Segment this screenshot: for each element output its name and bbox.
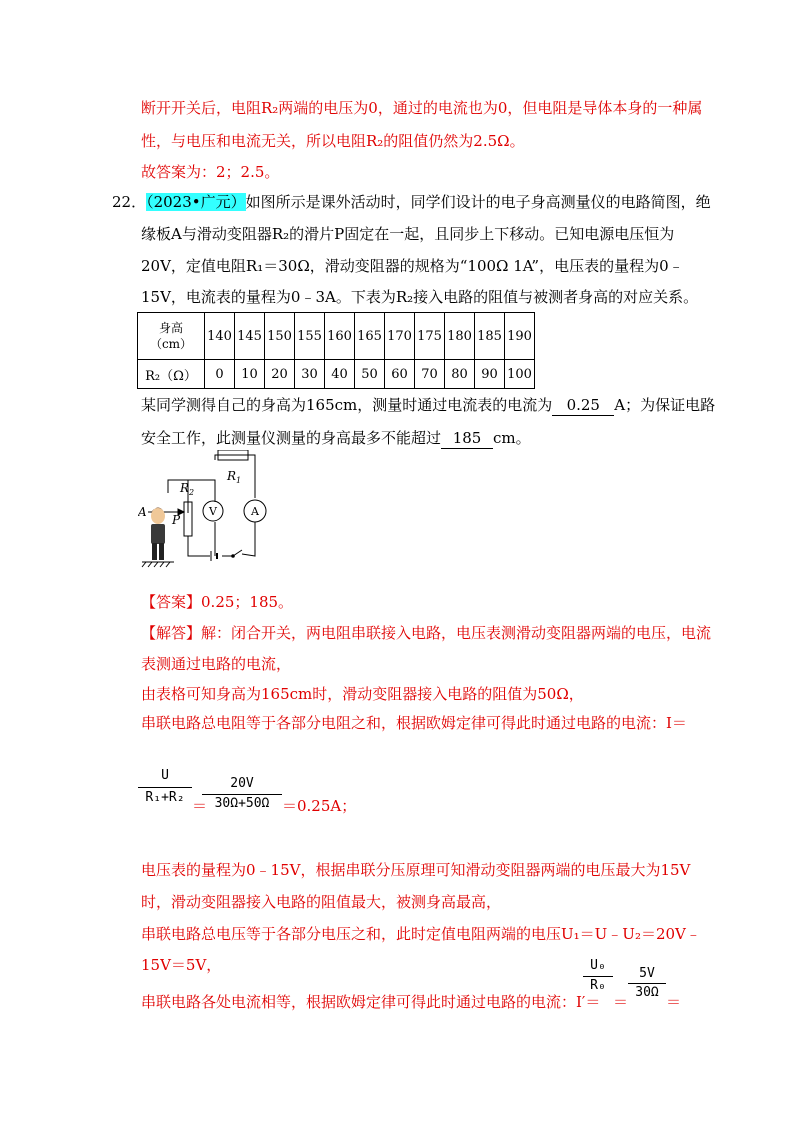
header-height-unit: （cm） — [149, 337, 193, 351]
formula-fraction-u-over-r — [138, 768, 192, 812]
table-cell: 145 — [235, 313, 265, 360]
table-cell: 175 — [415, 313, 445, 360]
answer-tag: 【答案】 — [141, 593, 202, 611]
question-after-table-1 — [141, 395, 715, 416]
fraction-bar — [138, 787, 192, 788]
fraction-denominator: R₁+R₂ — [145, 790, 185, 805]
formula-trailing-equals: ＝ — [666, 993, 682, 1011]
formula-result: ＝0.25A； — [282, 797, 357, 815]
solution-line-2: 表测通过电路的电流， — [141, 655, 292, 673]
table-cell: 40 — [325, 360, 355, 389]
question-number: 22． — [112, 193, 147, 211]
solution-line-9: 串联电路各处电流相等，根据欧姆定律可得此时通过电路的电流：I′＝ — [141, 993, 601, 1011]
solution-line-4: 串联电路总电阻等于各部分电阻之和，根据欧姆定律可得此时通过电路的电流：I＝ — [141, 714, 687, 732]
label-r1: $R_1$ — [227, 469, 242, 485]
after-table-text: 安全工作，此测量仪测量的身高最多不能超过 — [141, 429, 442, 447]
label-slider-p: P — [172, 513, 181, 527]
formula-equals: ＝ — [613, 993, 629, 1011]
table-header-height — [138, 313, 205, 360]
label-plate-a: A — [138, 505, 147, 519]
question-line-1-text: 如图所示是课外活动时，同学们设计的电子身高测量仪的电路简图，绝 — [245, 193, 711, 211]
person-icon — [151, 508, 165, 561]
table-cell: 190 — [505, 313, 535, 360]
table-row — [138, 360, 535, 389]
table-cell: 155 — [295, 313, 325, 360]
table-cell: 60 — [385, 360, 415, 389]
solution-line-1 — [141, 623, 711, 643]
after-table-text: A；为保证电路 — [614, 396, 716, 414]
fraction-bar — [628, 983, 666, 984]
after-table-text: cm。 — [493, 429, 531, 447]
source-tag: （2023•广元） — [146, 193, 246, 211]
wire — [188, 536, 210, 556]
answer-text: 0.25；185。 — [201, 593, 294, 611]
question-line-2: 缘板A与滑动变阻器R₂的滑片P固定在一起，且同步上下移动。已知电源电压恒为 — [141, 225, 675, 243]
formula-equals: ＝ — [192, 797, 208, 815]
question-text-line-1 — [112, 192, 711, 212]
analysis-tag: 【解答】 — [141, 624, 202, 642]
table-cell: 160 — [325, 313, 355, 360]
fraction-denominator: 30Ω+50Ω — [214, 796, 270, 811]
ammeter-label: A — [251, 505, 259, 518]
table-cell: 140 — [205, 313, 235, 360]
table-cell: 10 — [235, 360, 265, 389]
question-line-4: 15V，电流表的量程为0﹣3A。下表为R₂接入电路的阻值与被测者身高的对应关系。 — [141, 288, 699, 306]
table-cell: 170 — [385, 313, 415, 360]
solution-line-3: 由表格可知身高为165cm时，滑动变阻器接入电路的阻值为50Ω， — [141, 685, 584, 703]
fraction-numerator: 5V — [639, 966, 655, 981]
intro-line-3: 故答案为：2；2.5。 — [141, 163, 280, 181]
table-cell: 165 — [355, 313, 385, 360]
table-cell: 50 — [355, 360, 385, 389]
fraction-denominator: 30Ω — [635, 985, 659, 1000]
table-cell: 185 — [475, 313, 505, 360]
circuit-diagram — [138, 450, 273, 575]
answer-blank-1: 0.25 — [552, 395, 614, 416]
intro-line-2: 性，与电压和电流无关，所以电阻R₂的阻值仍然为2.5Ω。 — [141, 132, 525, 150]
table-cell: 80 — [445, 360, 475, 389]
solution-line-6: 时，滑动变阻器接入电路的阻值最大，被测身高最高， — [141, 893, 502, 911]
fraction-denominator: R₀ — [590, 978, 606, 993]
height-resistance-table — [137, 312, 535, 389]
table-header-resistance: R₂（Ω） — [138, 360, 205, 389]
table-cell: 100 — [505, 360, 535, 389]
after-table-text: 某同学测得自己的身高为165cm，测量时通过电流表的电流为 — [141, 396, 553, 414]
fraction-numerator: 20V — [230, 776, 254, 791]
fraction-bar — [583, 976, 613, 977]
formula-fraction-u0-over-r0 — [583, 958, 613, 1002]
table-cell: 30 — [295, 360, 325, 389]
label-r2: $R_2$ — [180, 481, 195, 497]
solution-text: 解：闭合开关，两电阻串联接入电路，电压表测滑动变阻器两端的电压，电流 — [201, 624, 712, 642]
formula-fraction-5v-over-30 — [628, 966, 666, 1010]
header-height-label: 身高 — [158, 321, 183, 335]
answer-line — [141, 592, 293, 612]
table-row — [138, 313, 535, 360]
question-after-table-2 — [141, 428, 531, 449]
voltmeter-label: V — [209, 505, 217, 518]
fraction-numerator: U — [161, 768, 169, 783]
table-cell: 180 — [445, 313, 475, 360]
fraction-numerator: U₀ — [590, 958, 606, 973]
fraction-bar — [202, 794, 282, 795]
solution-line-7: 串联电路总电压等于各部分电压之和，此时定值电阻两端的电压U₁＝U﹣U₂＝20V﹣ — [141, 925, 701, 943]
wire — [242, 522, 255, 556]
table-cell: 90 — [475, 360, 505, 389]
answer-blank-2: 185 — [441, 428, 493, 449]
solution-line-8: 15V＝5V， — [141, 956, 222, 974]
solution-line-5: 电压表的量程为0﹣15V，根据串联分压原理可知滑动变阻器两端的电压最大为15V — [141, 861, 691, 879]
formula-fraction-values — [202, 776, 282, 820]
table-cell: 20 — [265, 360, 295, 389]
table-cell: 0 — [205, 360, 235, 389]
table-cell: 150 — [265, 313, 295, 360]
table-cell: 70 — [415, 360, 445, 389]
question-line-3: 20V，定值电阻R₁＝30Ω，滑动变阻器的规格为“100Ω 1A”，电压表的量程为0﹣ — [141, 257, 684, 275]
intro-line-1: 断开开关后，电阻R₂两端的电压为0，通过的电流也为0，但电阻是导体本身的一种属 — [141, 99, 703, 117]
